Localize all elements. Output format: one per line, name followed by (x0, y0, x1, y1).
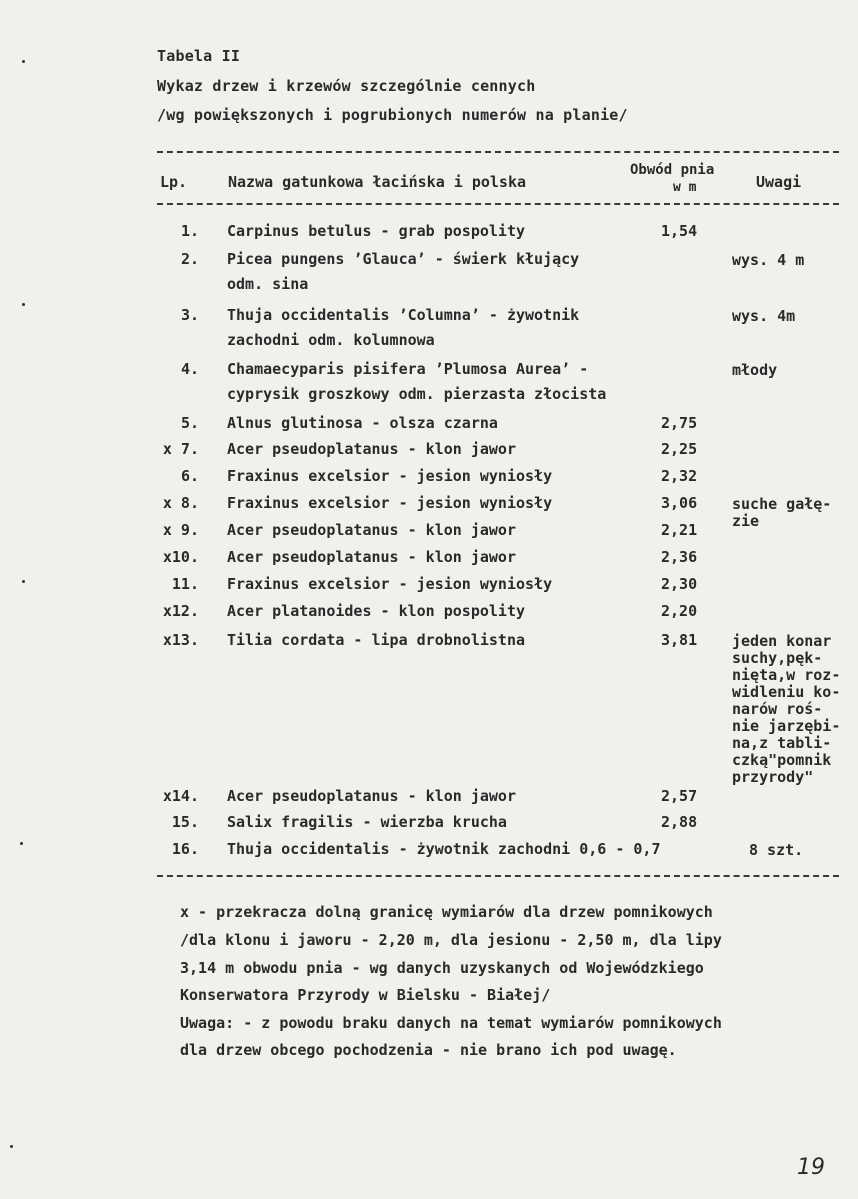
col-header-lp: Lp. (160, 173, 188, 191)
species-name: Alnus glutinosa - olsza czarna (227, 414, 498, 432)
species-name: cyprysik groszkowy odm. pierzasta złocista (227, 385, 607, 403)
row-note: przyrody" (732, 768, 814, 786)
species-name: Salix fragilis - wierzba krucha (227, 813, 507, 831)
table-label: Tabela II (157, 47, 241, 65)
species-name: Acer pseudoplatanus - klon jawor (227, 521, 516, 539)
col-header-name: Nazwa gatunkowa łacińska i polska (228, 173, 527, 191)
bottom-rule (157, 875, 839, 877)
row-number: 5. (180, 414, 199, 432)
species-name: Chamaecyparis pisifera ’Plumosa Aurea’ - (227, 360, 589, 378)
species-name: Carpinus betulus - grab pospolity (227, 222, 526, 240)
row-note: nie jarzębi- (732, 717, 841, 735)
species-name: zachodni odm. kolumnowa (227, 331, 435, 349)
row-number: 16. (171, 840, 199, 858)
trunk-girth: 2,36 (661, 548, 698, 566)
row-number: x 7. (162, 440, 199, 458)
row-note: zie (732, 512, 760, 530)
row-number: 2. (180, 250, 199, 268)
species-name: Acer pseudoplatanus - klon jawor (227, 548, 516, 566)
trunk-girth: 2,57 (661, 787, 698, 805)
trunk-girth: 2,20 (661, 602, 698, 620)
row-number: x 9. (162, 521, 199, 539)
row-note: 8 szt. (749, 841, 804, 859)
trunk-girth: 2,21 (661, 521, 698, 539)
row-note: suche gałę- (732, 495, 832, 513)
row-note: wys. 4m (732, 307, 796, 325)
row-note: na,z tabli- (732, 734, 832, 752)
species-name: Picea pungens ’Glauca’ - świerk kłujący (227, 250, 580, 268)
row-note: młody (732, 361, 778, 379)
scan-speck (22, 303, 25, 306)
scan-speck (22, 60, 25, 63)
row-number: 11. (171, 575, 199, 593)
table-subtitle: /wg powiększonych i pogrubionych numerów na planie/ (157, 106, 628, 124)
col-header-girth-unit: w m (673, 180, 697, 195)
row-note: suchy,pęk- (732, 649, 823, 667)
scan-speck (22, 580, 25, 583)
row-number: x12. (162, 602, 199, 620)
footnote-line: Konserwatora Przyrody w Bielsku - Białej/ (180, 986, 551, 1004)
col-header-girth: Obwód pnia (630, 162, 715, 178)
row-number: x10. (162, 548, 199, 566)
header-rule (157, 203, 839, 205)
scan-speck (10, 1145, 13, 1148)
species-name: Thuja occidentalis - żywotnik zachodni 0,6 - 0,7 (227, 840, 661, 858)
species-name: Acer pseudoplatanus - klon jawor (227, 787, 516, 805)
top-rule (157, 151, 839, 153)
trunk-girth: 2,75 (661, 414, 698, 432)
row-number: 3. (180, 306, 199, 324)
row-number: 15. (171, 813, 199, 831)
table-title: Wykaz drzew i krzewów szczególnie cennych (157, 77, 536, 95)
species-name: Acer platanoides - klon pospolity (227, 602, 526, 620)
row-note: widleniu ko- (732, 683, 841, 701)
row-note: jeden konar (732, 632, 832, 650)
page-number: 19 (797, 1155, 825, 1180)
species-name: odm. sina (227, 275, 309, 293)
trunk-girth: 2,30 (661, 575, 698, 593)
col-header-notes: Uwagi (756, 173, 802, 191)
row-note: wys. 4 m (732, 251, 805, 269)
row-number: 1. (180, 222, 199, 240)
trunk-girth: 2,25 (661, 440, 698, 458)
trunk-girth: 2,32 (661, 467, 698, 485)
row-note: czką"pomnik (732, 751, 832, 769)
footnote-line: x - przekracza dolną granicę wymiarów dla drzew pomnikowych (180, 903, 713, 921)
trunk-girth: 3,06 (661, 494, 698, 512)
row-number: x13. (162, 631, 199, 649)
trunk-girth: 1,54 (661, 222, 698, 240)
row-number: 6. (180, 467, 199, 485)
species-name: Fraxinus excelsior - jesion wyniosły (227, 467, 553, 485)
footnote-line: 3,14 m obwodu pnia - wg danych uzyskanych od Wojewódzkiego (180, 959, 704, 977)
species-name: Tilia cordata - lipa drobnolistna (227, 631, 526, 649)
species-name: Fraxinus excelsior - jesion wyniosły (227, 575, 553, 593)
species-name: Fraxinus excelsior - jesion wyniosły (227, 494, 553, 512)
row-note: narów roś- (732, 700, 823, 718)
row-note: nięta,w roz- (732, 666, 841, 684)
footnote-line: /dla klonu i jaworu - 2,20 m, dla jesionu - 2,50 m, dla lipy (180, 931, 722, 949)
scan-speck (20, 842, 23, 845)
trunk-girth: 2,88 (661, 813, 698, 831)
trunk-girth: 3,81 (661, 631, 698, 649)
footnote-line: dla drzew obcego pochodzenia - nie brano ich pod uwagę. (180, 1041, 677, 1059)
footnote-line: Uwaga: - z powodu braku danych na temat wymiarów pomnikowych (180, 1014, 722, 1032)
row-number: 4. (180, 360, 199, 378)
species-name: Acer pseudoplatanus - klon jawor (227, 440, 516, 458)
row-number: x14. (162, 787, 199, 805)
row-number: x 8. (162, 494, 199, 512)
species-name: Thuja occidentalis ’Columna’ - żywotnik (227, 306, 580, 324)
